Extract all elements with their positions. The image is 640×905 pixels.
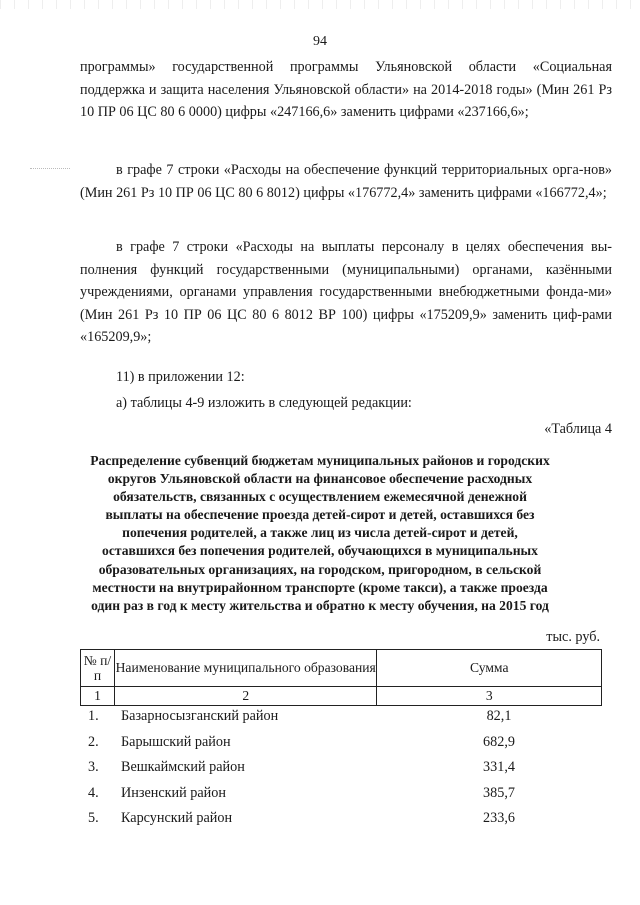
row-number: 4.	[88, 784, 99, 801]
row-name: Барышский район	[121, 733, 231, 750]
data-table-header	[80, 649, 602, 706]
paragraph-2: в графе 7 строки «Расходы на обеспечение функций территориальных орга-нов» (Мин 261 Рз 10 ПР 06 ЦС 80 6 8012) цифры «176772,4» заменить цифрами «166772,4»;	[80, 162, 612, 201]
table-row	[80, 807, 602, 833]
row-sum: 682,9	[483, 733, 515, 750]
paragraph-4: 11) в приложении 12:	[116, 369, 245, 385]
table-row	[80, 731, 602, 757]
row-name: Базарносызганский район	[121, 708, 279, 724]
row-sum: 331,4	[483, 759, 515, 775]
paragraph-1: программы» государственной программы Ульяновской области «Социальная поддержка и защита населения Ульяновской области» на 2014-2018 годы» (Мин 261 Рз 10 ПР 06 ЦС 80 6 0000) цифры «247166,6» заменить цифрами «237166,6»;	[80, 59, 612, 120]
col-number-1: 1	[81, 687, 115, 706]
row-number: 1.	[88, 708, 99, 724]
header-sum: Сумма	[377, 650, 602, 687]
table-row	[80, 705, 602, 731]
paragraph-3: в графе 7 строки «Расходы на выплаты персоналу в целях обеспечения вы-полнения функций государственными (муниципальными) органами, казёнными учреждениями, органами управления государственными внебюджетными фонда-ми» (Мин 261 Рз 10 ПР 06 ЦС 80 6 8012 ВР 100) цифры «175209,9» заменить циф-рами «165209,9»;	[80, 239, 612, 345]
row-sum: 233,6	[483, 810, 515, 826]
units-label: тыс. руб.	[546, 629, 600, 645]
row-name: Вешкаймский район	[121, 759, 245, 775]
header-number: № п/п	[81, 650, 115, 687]
col-number-3: 3	[377, 687, 602, 706]
row-sum: 385,7	[483, 784, 515, 801]
table-title: Распределение субвенций бюджетам муниципальных районов и городских округов Ульяновской области на финансовое обеспечение расходных обязательств, связанных с осуществлением ежемесячной денежной выплаты на обеспечение проезда детей-сирот и детей, оставшихся без попечения родителей, а также лиц из числа детей-сирот и детей, оставшихся без попечения родителей, обучающихся в муниципальных образовательных организациях, на городском, пригородном, в сельской местности на внутрирайонном транспорте (кроме такси), а также проезда один раз в год к месту жительства и обратно к месту обучения, на 2015 год	[90, 453, 550, 613]
table-column-numbers-row	[81, 687, 602, 706]
row-sum: 82,1	[486, 708, 512, 724]
table-reference: «Таблица 4	[544, 421, 612, 437]
col-number-2: 2	[114, 687, 377, 706]
scan-artifact-top	[0, 0, 640, 9]
table-body	[80, 705, 602, 833]
row-name: Инзенский район	[121, 784, 226, 801]
row-number: 5.	[88, 810, 99, 826]
paragraph-5: а) таблицы 4-9 изложить в следующей редакции:	[116, 395, 412, 411]
table-row	[80, 782, 602, 808]
page-number: 94	[313, 34, 327, 49]
header-name: Наименование муниципального образования	[114, 650, 377, 687]
row-number: 3.	[88, 759, 99, 775]
table-header-row	[81, 650, 602, 687]
row-number: 2.	[88, 733, 99, 750]
row-name: Карсунский район	[121, 810, 233, 826]
table-row	[80, 756, 602, 782]
scan-artifact-margin	[30, 168, 70, 177]
